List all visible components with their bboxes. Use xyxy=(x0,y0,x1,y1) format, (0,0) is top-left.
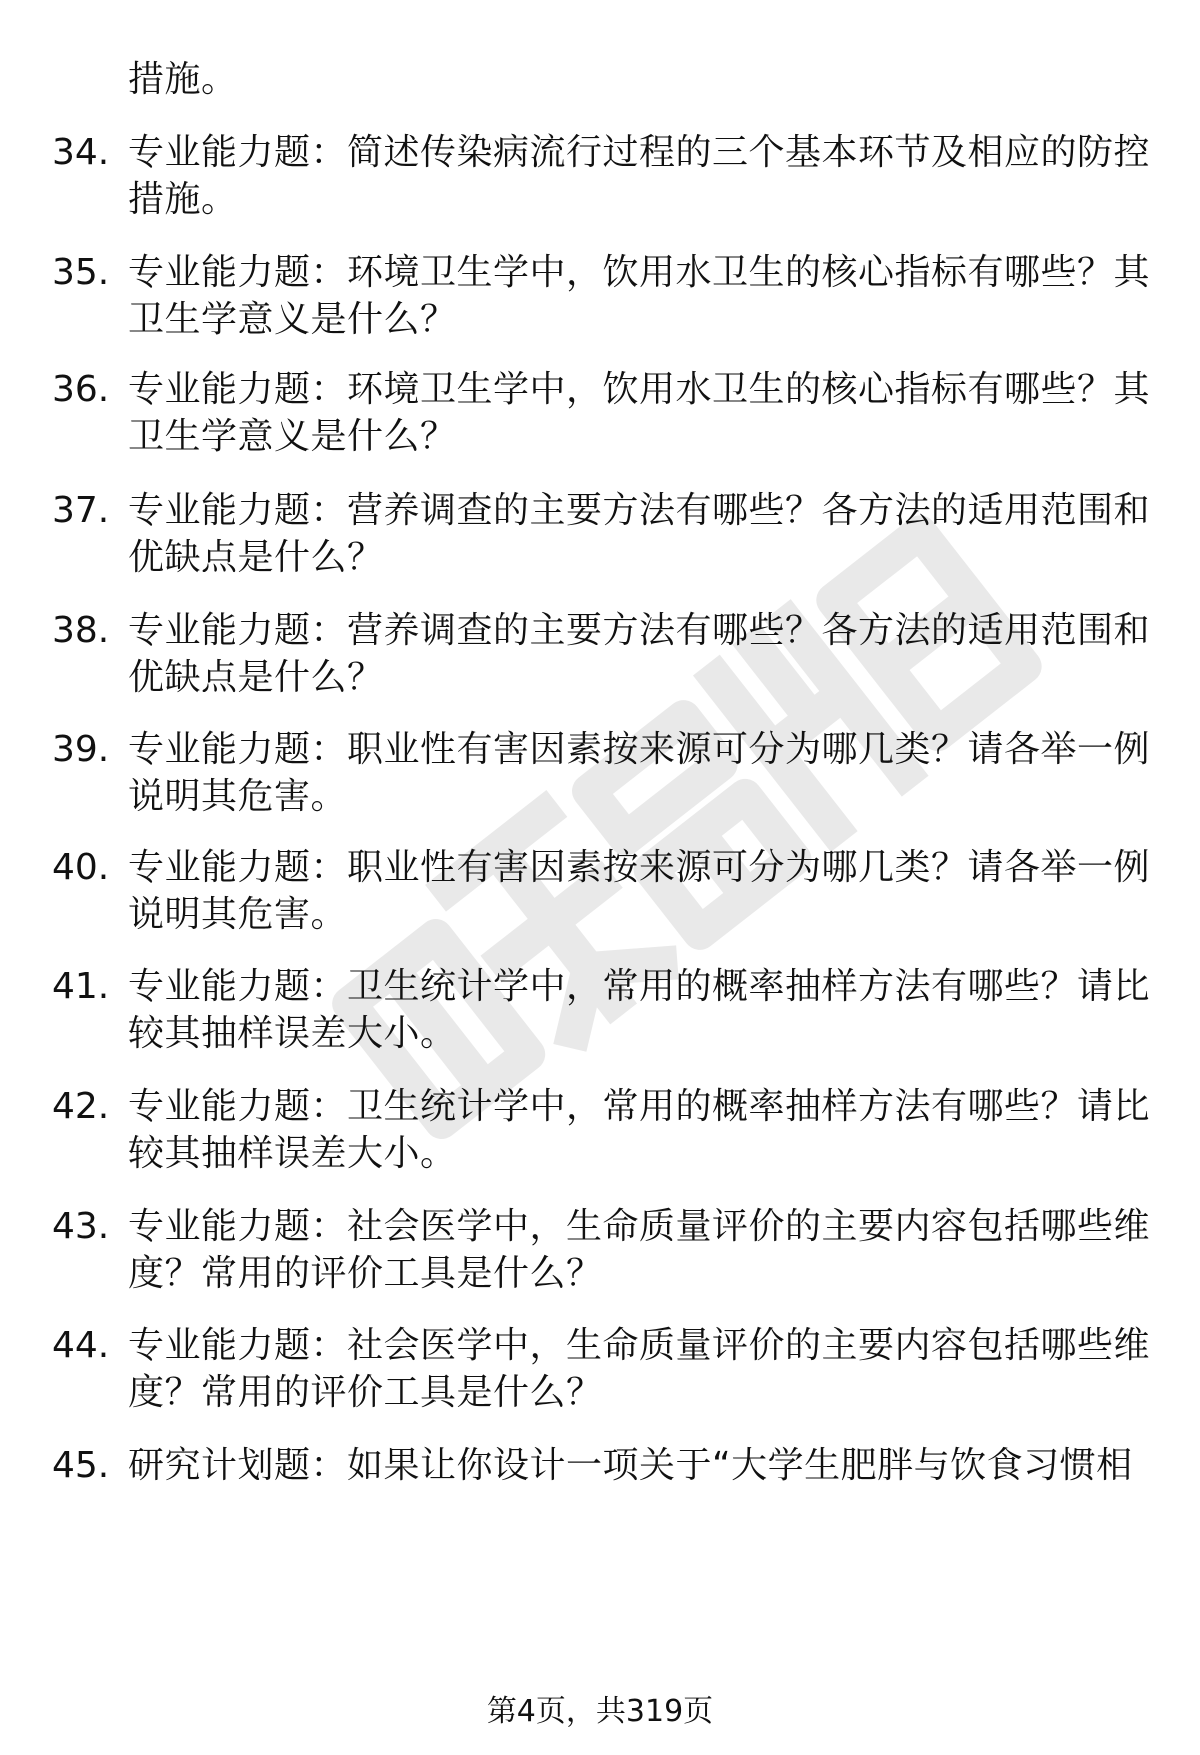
list-item xyxy=(0,725,1200,835)
list-item xyxy=(0,128,1200,238)
list-item xyxy=(0,1082,1200,1192)
question-text-line2: 说明其危害。 xyxy=(128,776,348,817)
list-item xyxy=(0,962,1200,1072)
question-number: 45. xyxy=(52,1445,110,1486)
question-text-line2: 优缺点是什么？ xyxy=(128,657,384,698)
question-text-line1: 专业能力题：营养调查的主要方法有哪些？各方法的适用范围和 xyxy=(128,610,1151,651)
list-item xyxy=(0,365,1200,475)
question-text-line1: 专业能力题：环境卫生学中，饮用水卫生的核心指标有哪些？其 xyxy=(128,252,1151,293)
question-text-line1: 专业能力题：卫生统计学中，常用的概率抽样方法有哪些？请比 xyxy=(128,966,1151,1007)
question-text-line1: 专业能力题：环境卫生学中，饮用水卫生的核心指标有哪些？其 xyxy=(128,369,1151,410)
continuation-text: 措施。 xyxy=(128,59,238,100)
question-text-line2: 度？常用的评价工具是什么？ xyxy=(128,1253,603,1294)
question-number: 42. xyxy=(52,1086,110,1127)
question-number: 37. xyxy=(52,490,110,531)
page-footer: 第4页，共319页 xyxy=(486,1694,714,1729)
question-text-line2: 说明其危害。 xyxy=(128,894,348,935)
list-item xyxy=(0,248,1200,358)
list-item xyxy=(0,486,1200,596)
question-number: 40. xyxy=(52,847,110,888)
list-item xyxy=(0,606,1200,716)
question-text-line2: 卫生学意义是什么？ xyxy=(128,299,457,340)
question-text-line2: 较其抽样误差大小。 xyxy=(128,1013,457,1054)
list-item xyxy=(0,1202,1200,1312)
question-text-line1: 专业能力题：职业性有害因素按来源可分为哪几类？请各举一例 xyxy=(128,729,1151,770)
list-item xyxy=(0,1441,1200,1551)
question-number: 39. xyxy=(52,729,110,770)
question-text-line1: 专业能力题：营养调查的主要方法有哪些？各方法的适用范围和 xyxy=(128,490,1151,531)
question-text-line2: 度？常用的评价工具是什么？ xyxy=(128,1372,603,1413)
question-number: 35. xyxy=(52,252,110,293)
question-number: 43. xyxy=(52,1206,110,1247)
question-text-line2: 较其抽样误差大小。 xyxy=(128,1133,457,1174)
question-number: 34. xyxy=(52,132,110,173)
question-text-line1: 专业能力题：简述传染病流行过程的三个基本环节及相应的防控 xyxy=(128,132,1151,173)
question-text-line1: 专业能力题：社会医学中，生命质量评价的主要内容包括哪些维 xyxy=(128,1325,1151,1366)
question-text-line2: 卫生学意义是什么？ xyxy=(128,416,457,457)
question-text-line2: 优缺点是什么？ xyxy=(128,537,384,578)
question-text-line2: 措施。 xyxy=(128,179,238,220)
list-item xyxy=(0,843,1200,953)
question-text-line1: 专业能力题：社会医学中，生命质量评价的主要内容包括哪些维 xyxy=(128,1206,1151,1247)
question-number: 36. xyxy=(52,369,110,410)
question-number: 44. xyxy=(52,1325,110,1366)
question-text-line1: 专业能力题：职业性有害因素按来源可分为哪几类？请各举一例 xyxy=(128,847,1151,888)
list-item xyxy=(0,1321,1200,1431)
question-text-line1: 研究计划题：如果让你设计一项关于“大学生肥胖与饮食习惯相 xyxy=(128,1445,1133,1486)
question-number: 41. xyxy=(52,966,110,1007)
question-number: 38. xyxy=(52,610,110,651)
question-text-line1: 专业能力题：卫生统计学中，常用的概率抽样方法有哪些？请比 xyxy=(128,1086,1151,1127)
